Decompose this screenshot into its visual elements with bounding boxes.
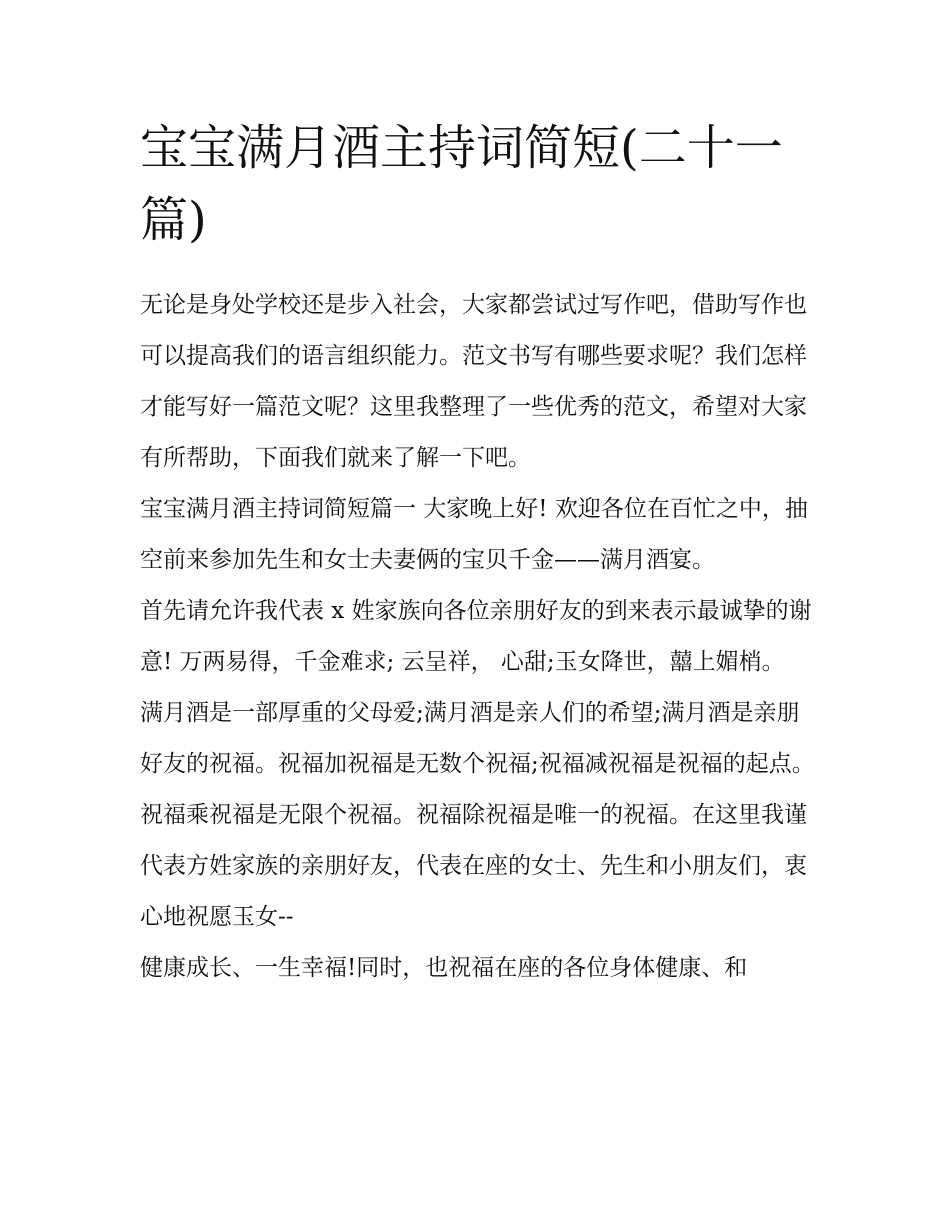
paragraph-closing: 健康成长、一生幸福!同时，也祝福在座的各位身体健康、和: [140, 955, 748, 981]
paragraph-greeting: 宝宝满月酒主持词简短篇一 大家晚上好! 欢迎各位在百忙之中，抽空前来参加先生和女士夫妻俩的宝贝千金——满月酒宴。: [140, 496, 808, 573]
paragraph-blessing: 满月酒是一部厚重的父母爱;满月酒是亲人们的希望;满月酒是亲朋好友的祝福。祝福加祝福是无数个祝福;祝福减祝福是祝福的起点。祝福乘祝福是无限个祝福。祝福除祝福是唯一的祝福。在这里我谨代表方姓家族的亲朋好友，代表在座的女士、先生和小朋友们，衷心地祝愿玉女--: [140, 700, 815, 930]
paragraph-intro: 无论是身处学校还是步入社会，大家都尝试过写作吧，借助写作也可以提高我们的语言组织能力。范文书写有哪些要求呢？我们怎样才能写好一篇范文呢？这里我整理了一些优秀的范文，希望对大家有所帮助，下面我们就来了解一下吧。: [140, 292, 807, 471]
document-title: 宝宝满月酒主持词简短(二十一篇): [140, 120, 783, 248]
paragraph-thanks: 首先请允许我代表 x 姓家族向各位亲朋好友的到来表示最诚挚的谢意! 万两易得，千金难求; 云呈祥， 心甜;玉女降世，囍上媚梢。: [140, 598, 812, 675]
document-body: [140, 112, 820, 994]
